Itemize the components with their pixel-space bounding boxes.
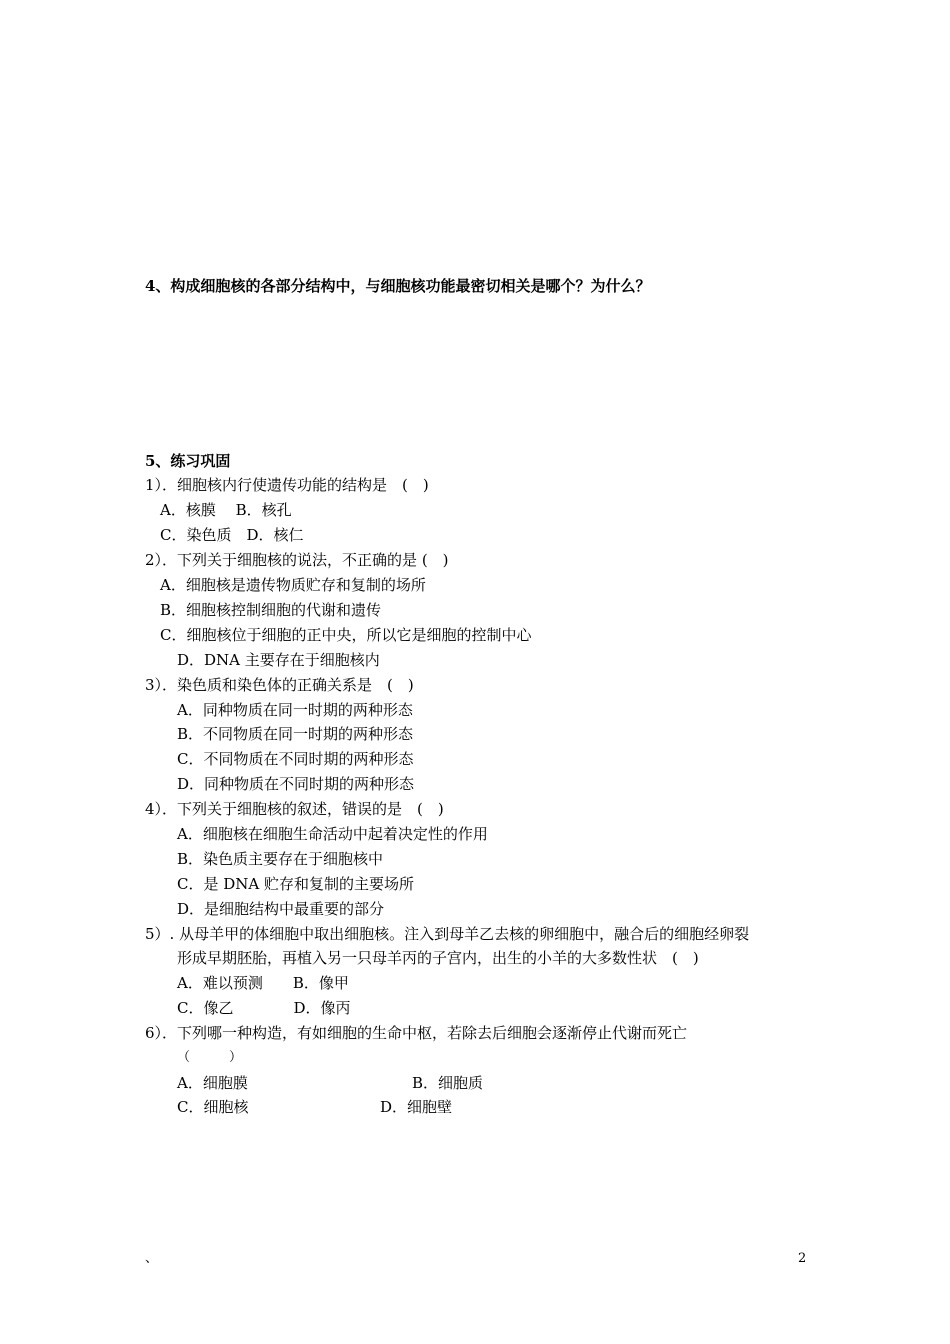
list-item: C．不同物质在不同时期的两种形态 [177,750,414,768]
option-c: C．细胞核 [177,1098,249,1116]
question-4: 4、构成细胞核的各部分结构中，与细胞核功能最密切相关是哪个？为什么？ [145,277,651,295]
list-item: A．细胞核在细胞生命活动中起着决定性的作用 [177,825,488,843]
section-title: 5、练习巩固 [145,452,231,470]
question-6-stem: 6）．下列哪一种构造，有如细胞的生命中枢，若除去后细胞会逐渐停止代谢而死亡 [145,1024,688,1042]
list-item: 3）．染色质和染色体的正确关系是 ( ) [145,676,414,694]
question-6-paren: （ ） [177,1050,243,1065]
option-b: B．细胞质 [412,1074,484,1092]
list-item: 1）．细胞核内行使遗传功能的结构是 ( ) [145,476,429,494]
list-item: D．是细胞结构中最重要的部分 [177,900,385,918]
page-number: 2 [798,1251,807,1266]
list-item: D．DNA 主要存在于细胞核内 [177,651,380,669]
list-item: D．同种物质在不同时期的两种形态 [177,775,415,793]
list-item: A．同种物质在同一时期的两种形态 [177,701,413,719]
list-item: B．细胞核控制细胞的代谢和遗传 [160,601,382,619]
list-item: A．核膜 B．核孔 [160,501,292,519]
list-item: C．是 DNA 贮存和复制的主要场所 [177,875,414,893]
footer-mark: 、 [145,1251,159,1266]
list-item: 5）. 从母羊甲的体细胞中取出细胞核。注入到母羊乙去核的卵细胞中，融合后的细胞经卵裂 [145,925,750,943]
option-d: D．细胞壁 [380,1098,453,1116]
list-item: A．细胞核是遗传物质贮存和复制的场所 [160,576,426,594]
list-item: 2）．下列关于细胞核的说法，不正确的是 ( ) [145,551,449,569]
list-item: C．像乙 D．像丙 [177,999,351,1017]
list-item: B．染色质主要存在于细胞核中 [177,850,384,868]
list-item: 形成早期胚胎，再植入另一只母羊丙的子宫内，出生的小羊的大多数性状 ( ) [177,949,699,967]
list-item: C．染色质 D．核仁 [160,526,304,544]
list-item: A．难以预测 B．像甲 [177,974,349,992]
list-item: C．细胞核位于细胞的正中央，所以它是细胞的控制中心 [160,626,532,644]
list-item: B．不同物质在同一时期的两种形态 [177,725,414,743]
list-item: 4）．下列关于细胞核的叙述，错误的是 ( ) [145,800,444,818]
option-a: A．细胞膜 [177,1074,248,1092]
